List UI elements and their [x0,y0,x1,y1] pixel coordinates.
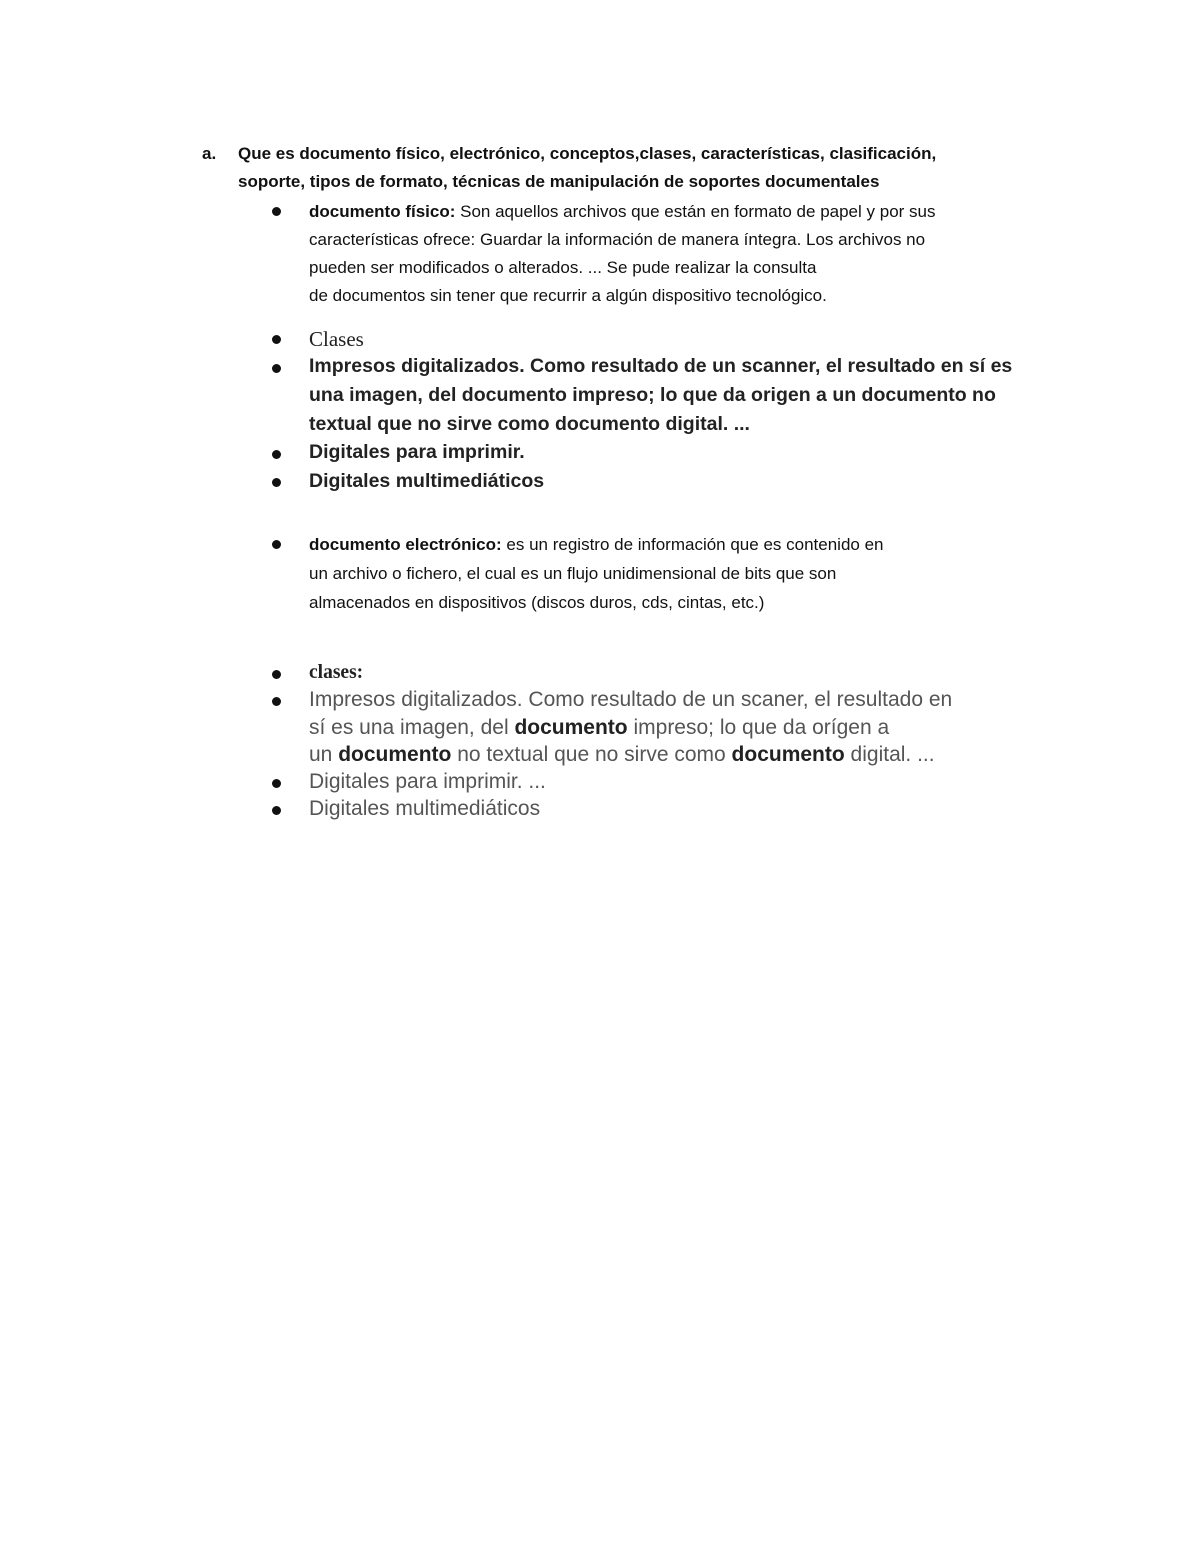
electronico-line-3: almacenados en dispositivos (discos duros, cds, cintas, etc.) [309,593,765,612]
clases2-item1-line1: Impresos digitalizados. Como resultado de un scaner, el resultado en [309,688,953,711]
text-run: sí es una imagen, del [309,716,515,739]
bold-run: documento [338,743,452,766]
text-run: no textual que no sirve como [451,743,732,766]
text-run: impreso; lo que da orígen a [627,716,890,739]
bullet-icon [272,478,281,487]
clases1-item1-line1: Impresos digitalizados. Como resultado de un scanner, el resultado en sí es [309,355,1013,377]
bullet-icon [272,806,281,815]
electronico-text-1: es un registro de información que es contenido en [501,535,884,554]
bullet-icon [272,540,281,549]
bold-run: documento [514,716,628,739]
heading-line-2: soporte, tipos de formato, técnicas de manipulación de soportes documentales [238,172,880,191]
bullet-icon [272,779,281,788]
clases2-item1-line2 [309,716,889,740]
fisico-line-4: de documentos sin tener que recurrir a algún dispositivo tecnológico. [309,286,827,305]
list-marker-a: a. [202,144,217,163]
heading-line-1: Que es documento físico, electrónico, conceptos,clases, características, clasificación, [238,144,937,163]
clases1-item3: Digitales multimediáticos [309,470,545,492]
electronico-line-2: un archivo o fichero, el cual es un flujo unidimensional de bits que son [309,564,837,583]
fisico-line-2: características ofrece: Guardar la información de manera íntegra. Los archivos no [309,230,926,249]
clases2-item1-line3 [309,743,935,767]
bullet-icon [272,670,281,679]
clases2-item2: Digitales para imprimir. ... [309,770,546,793]
clases2-item3: Digitales multimediáticos [309,797,541,820]
fisico-text-1: Son aquellos archivos que están en formato de papel y por sus [455,202,936,221]
clases1-item1-line2: una imagen, del documento impreso; lo que da origen a un documento no [309,384,996,406]
bullet-icon [272,450,281,459]
electronico-term: documento electrónico: [309,535,502,554]
bullet-icon [272,364,281,373]
clases-title: Clases [309,327,364,351]
fisico-term: documento físico: [309,202,456,221]
fisico-line-3: pueden ser modificados o alterados. ... Se pude realizar la consulta [309,258,817,277]
bullet-icon [272,207,281,216]
text-run: digital. ... [844,743,935,766]
electronico-line-1 [309,535,883,555]
clases1-item1-line3: textual que no sirve como documento digital. ... [309,413,750,435]
bold-run: documento [731,743,845,766]
fisico-line-1 [309,202,935,222]
bullet-icon [272,335,281,344]
bullet-icon [272,697,281,706]
text-run: un [309,743,339,766]
clases1-item2: Digitales para imprimir. [309,441,525,463]
clases2-title: clases: [309,662,364,683]
